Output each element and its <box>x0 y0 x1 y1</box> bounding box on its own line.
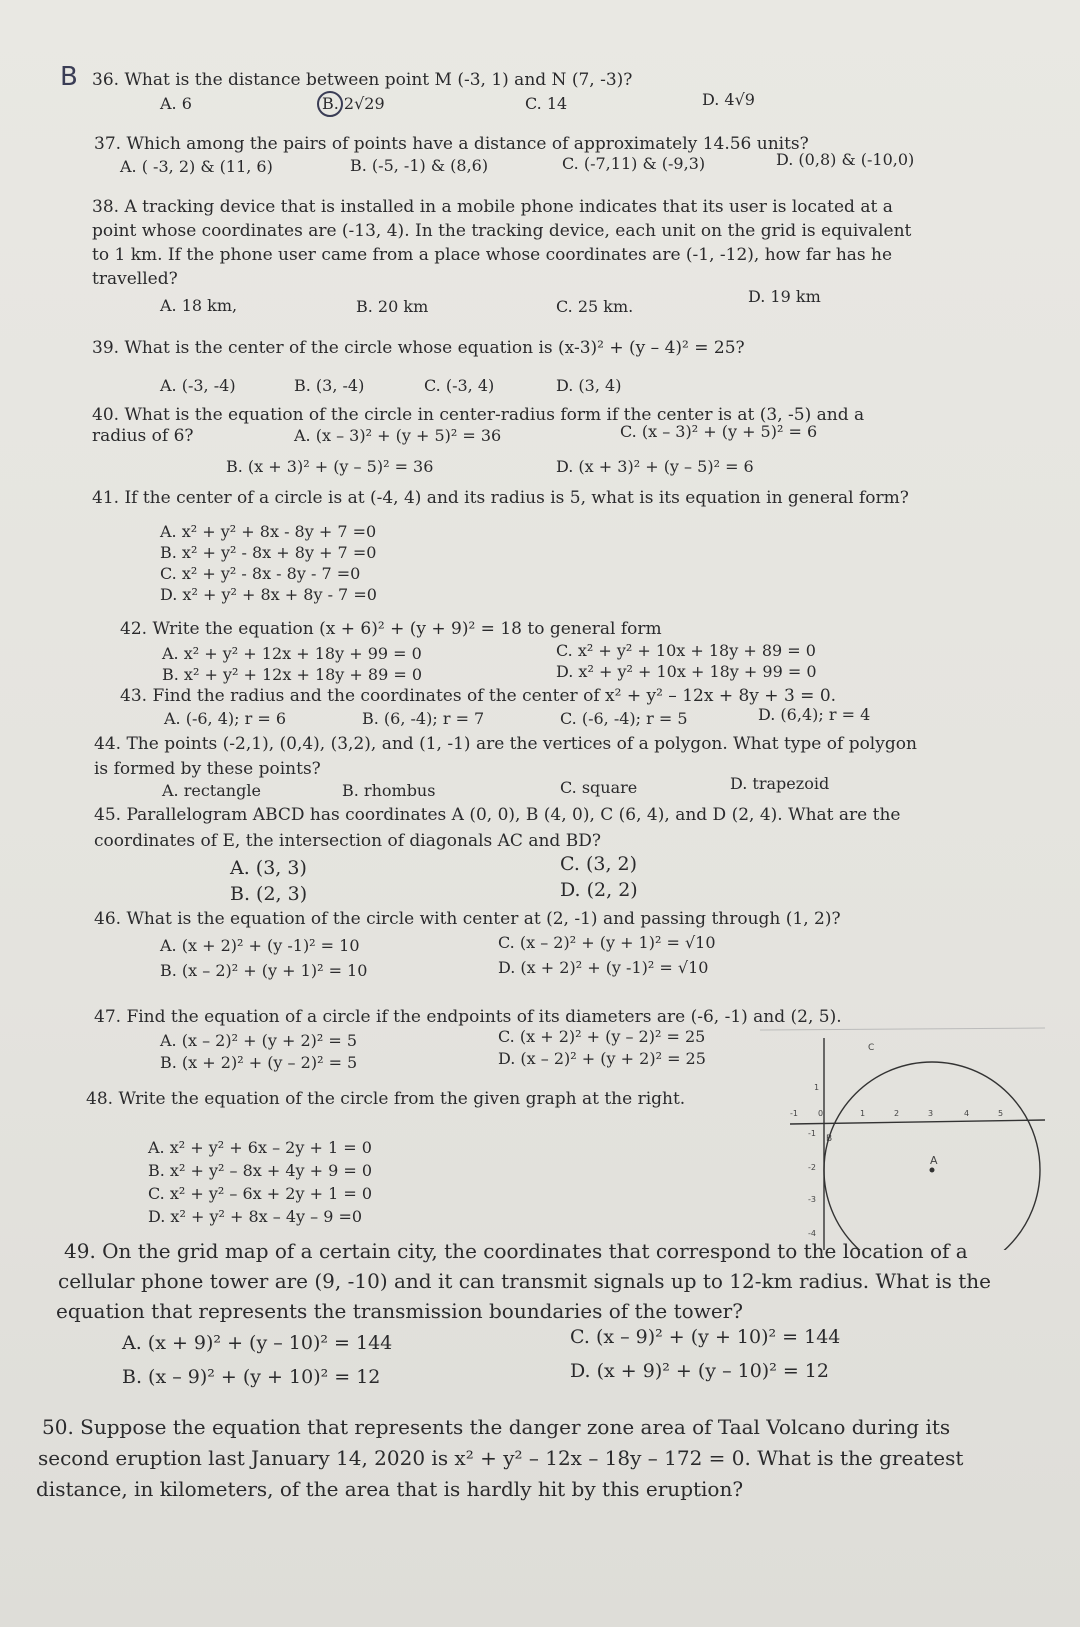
y-tick: 1 <box>814 1083 820 1092</box>
q40-option-c[interactable]: C. (x – 3)² + (y + 5)² = 6 <box>620 422 818 441</box>
q36-option-c[interactable]: C. 14 <box>525 94 568 113</box>
q41-option-d[interactable]: D. x² + y² + 8x + 8y - 7 =0 <box>160 585 377 604</box>
q48-option-c[interactable]: C. x² + y² – 6x + 2y + 1 = 0 <box>148 1184 372 1203</box>
question-46: 46. What is the equation of the circle with center at (2, -1) and passing through (1, 2)? <box>94 909 841 929</box>
origin-label-b: B <box>826 1134 833 1144</box>
question-48: 48. Write the equation of the circle from the given graph at the right. <box>86 1089 686 1109</box>
question-38-line1: 38. A tracking device that is installed in a mobile phone indicates that its user is located at a <box>92 197 893 217</box>
question-44-line2: is formed by these points? <box>94 759 321 779</box>
q43-option-a[interactable]: A. (-6, 4); r = 6 <box>164 709 287 728</box>
question-43: 43. Find the radius and the coordinates of the center of x² + y² – 12x + 8y + 3 = 0. <box>120 686 837 706</box>
q44-option-d[interactable]: D. trapezoid <box>730 774 830 793</box>
circle-center-point <box>930 1168 935 1173</box>
question-49-line1: 49. On the grid map of a certain city, the coordinates that correspond to the location of a <box>64 1239 968 1263</box>
q47-option-b[interactable]: B. (x + 2)² + (y – 2)² = 5 <box>160 1053 358 1072</box>
q46-option-b[interactable]: B. (x – 2)² + (y + 1)² = 10 <box>160 961 368 980</box>
top-label-c: C <box>868 1043 875 1053</box>
q36-option-a[interactable]: A. 6 <box>160 94 192 113</box>
y-tick: -2 <box>808 1163 816 1172</box>
q39-option-d[interactable]: D. (3, 4) <box>556 376 622 395</box>
q46-option-c[interactable]: C. (x – 2)² + (y + 1)² = √10 <box>498 933 716 952</box>
q45-option-a[interactable]: A. (3, 3) <box>230 857 307 879</box>
question-41: 41. If the center of a circle is at (-4, 4) and its radius is 5, what is its equation in general form? <box>92 488 909 508</box>
y-tick: -3 <box>808 1195 816 1204</box>
x-tick: 5 <box>998 1109 1004 1118</box>
q48-option-b[interactable]: B. x² + y² – 8x + 4y + 9 = 0 <box>148 1161 373 1180</box>
question-37: 37. Which among the pairs of points have a distance of approximately 14.56 units? <box>94 134 809 154</box>
q39-option-a[interactable]: A. (-3, -4) <box>160 376 236 395</box>
q36-option-d[interactable]: D. 4√9 <box>702 90 755 109</box>
q46-option-a[interactable]: A. (x + 2)² + (y -1)² = 10 <box>160 936 360 955</box>
question-38-line4: travelled? <box>92 269 178 289</box>
q43-option-b[interactable]: B. (6, -4); r = 7 <box>362 709 485 728</box>
question-45-line2: coordinates of E, the intersection of diagonals AC and BD? <box>94 831 601 851</box>
x-tick: 1 <box>860 1109 866 1118</box>
question-38-line2: point whose coordinates are (-13, 4). In the tracking device, each unit on the grid is equivalent <box>92 221 912 241</box>
q45-option-b[interactable]: B. (2, 3) <box>230 883 308 905</box>
q37-option-c[interactable]: C. (-7,11) & (-9,3) <box>562 154 706 173</box>
q45-option-d[interactable]: D. (2, 2) <box>560 879 638 901</box>
q44-option-a[interactable]: A. rectangle <box>162 781 261 800</box>
question-47: 47. Find the equation of a circle if the endpoints of its diameters are (-6, -1) and (2, 5). <box>94 1007 842 1027</box>
x-tick: 4 <box>964 1109 970 1118</box>
q49-option-d[interactable]: D. (x + 9)² + (y – 10)² = 12 <box>570 1360 829 1382</box>
q38-option-d[interactable]: D. 19 km <box>748 287 821 306</box>
question-49-line3: equation that represents the transmission boundaries of the tower? <box>56 1299 743 1323</box>
question-42: 42. Write the equation (x + 6)² + (y + 9)² = 18 to general form <box>120 619 662 639</box>
q41-option-a[interactable]: A. x² + y² + 8x - 8y + 7 =0 <box>160 522 377 541</box>
q48-option-d[interactable]: D. x² + y² + 8x – 4y – 9 =0 <box>148 1207 363 1226</box>
q42-option-c[interactable]: C. x² + y² + 10x + 18y + 89 = 0 <box>556 641 816 660</box>
graph-top-edge <box>760 1028 1045 1030</box>
question-49-line2: cellular phone tower are (9, -10) and it can transmit signals up to 12-km radius. What is the <box>58 1269 992 1293</box>
q44-option-b[interactable]: B. rhombus <box>342 781 436 800</box>
q39-option-c[interactable]: C. (-3, 4) <box>424 376 495 395</box>
q41-option-b[interactable]: B. x² + y² - 8x + 8y + 7 =0 <box>160 543 377 562</box>
x-tick: 3 <box>928 1109 934 1118</box>
question-38-line3: to 1 km. If the phone user came from a place whose coordinates are (-1, -12), how far has he <box>92 245 893 265</box>
q49-option-a[interactable]: A. (x + 9)² + (y – 10)² = 144 <box>122 1332 393 1354</box>
question-45-line1: 45. Parallelogram ABCD has coordinates A (0, 0), B (4, 0), C (6, 4), and D (2, 4). What are the <box>94 805 901 825</box>
question-36: 36. What is the distance between point M (-3, 1) and N (7, -3)? <box>92 70 633 90</box>
q39-option-b[interactable]: B. (3, -4) <box>294 376 365 395</box>
q47-option-c[interactable]: C. (x + 2)² + (y – 2)² = 25 <box>498 1027 706 1046</box>
x-tick: 2 <box>894 1109 900 1118</box>
q44-option-c[interactable]: C. square <box>560 778 638 797</box>
q43-option-d[interactable]: D. (6,4); r = 4 <box>758 705 871 724</box>
question-44-line1: 44. The points (-2,1), (0,4), (3,2), and (1, -1) are the vertices of a polygon. What type of polygon <box>94 734 917 754</box>
x-tick: -1 <box>790 1109 798 1118</box>
q37-option-b[interactable]: B. (-5, -1) & (8,6) <box>350 156 489 175</box>
q40-option-d[interactable]: D. (x + 3)² + (y – 5)² = 6 <box>556 457 754 476</box>
q37-option-d[interactable]: D. (0,8) & (-10,0) <box>776 150 915 169</box>
question-50-line2: second eruption last January 14, 2020 is x² + y² – 12x – 18y – 172 = 0. What is the greatest <box>38 1446 964 1470</box>
q48-option-a[interactable]: A. x² + y² + 6x – 2y + 1 = 0 <box>148 1138 372 1157</box>
q49-option-b[interactable]: B. (x – 9)² + (y + 10)² = 12 <box>122 1366 381 1388</box>
q42-option-b[interactable]: B. x² + y² + 12x + 18y + 89 = 0 <box>162 665 423 684</box>
q46-option-d[interactable]: D. (x + 2)² + (y -1)² = √10 <box>498 958 709 977</box>
q49-option-c[interactable]: C. (x – 9)² + (y + 10)² = 144 <box>570 1326 841 1348</box>
circled-answer-mark <box>317 91 343 117</box>
y-tick: -4 <box>808 1229 816 1238</box>
q38-option-b[interactable]: B. 20 km <box>356 297 429 316</box>
x-tick: 0 <box>818 1109 824 1118</box>
q40-option-b[interactable]: B. (x + 3)² + (y – 5)² = 36 <box>226 457 434 476</box>
q38-option-c[interactable]: C. 25 km. <box>556 297 634 316</box>
q40-option-a[interactable]: A. (x – 3)² + (y + 5)² = 36 <box>294 426 502 445</box>
question-40-line1: 40. What is the equation of the circle in center-radius form if the center is at (3, -5) and a <box>92 405 865 425</box>
q36-option-b[interactable]: B. 2√29 <box>322 93 385 115</box>
q45-option-c[interactable]: C. (3, 2) <box>560 853 638 875</box>
q38-option-a[interactable]: A. 18 km, <box>160 296 238 315</box>
question-50-line1: 50. Suppose the equation that represents the danger zone area of Taal Volcano during its <box>42 1415 951 1439</box>
question-39: 39. What is the center of the circle whose equation is (x-3)² + (y – 4)² = 25? <box>92 338 745 358</box>
q37-option-a[interactable]: A. ( -3, 2) & (11, 6) <box>120 157 273 176</box>
x-tick-labels <box>790 1109 1003 1118</box>
q47-option-d[interactable]: D. (x – 2)² + (y + 2)² = 25 <box>498 1049 706 1068</box>
x-axis <box>790 1120 1045 1124</box>
q47-option-a[interactable]: A. (x – 2)² + (y + 2)² = 5 <box>160 1031 358 1050</box>
circle-graph <box>760 1020 1050 1250</box>
answer-checkmark: B <box>60 62 78 92</box>
question-40-line2: radius of 6? <box>92 426 194 446</box>
y-tick: -1 <box>808 1129 816 1138</box>
q42-option-a[interactable]: A. x² + y² + 12x + 18y + 99 = 0 <box>162 644 422 663</box>
q41-option-c[interactable]: C. x² + y² - 8x - 8y - 7 =0 <box>160 564 361 583</box>
q43-option-c[interactable]: C. (-6, -4); r = 5 <box>560 709 688 728</box>
q42-option-d[interactable]: D. x² + y² + 10x + 18y + 99 = 0 <box>556 662 817 681</box>
question-50-line3: distance, in kilometers, of the area that is hardly hit by this eruption? <box>36 1477 744 1501</box>
y-tick-labels <box>808 1083 819 1238</box>
point-label-a: A <box>930 1154 938 1167</box>
